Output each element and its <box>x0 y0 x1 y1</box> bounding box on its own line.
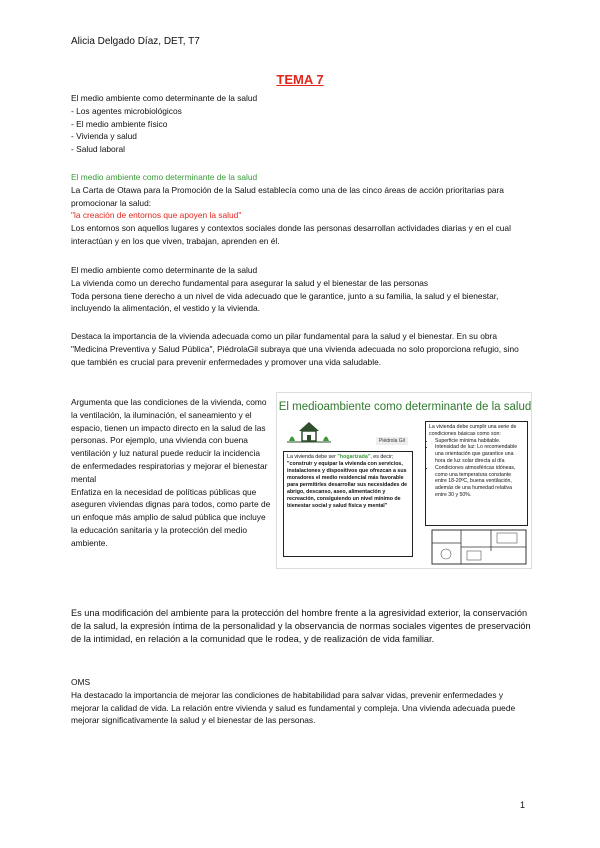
section-heading: El medio ambiente como determinante de la salud <box>71 172 258 182</box>
section-piedrola <box>71 330 531 368</box>
intro-heading: El medio ambiente como determinante de la salud <box>71 93 258 103</box>
paragraph: Toda persona tiene derecho a un nivel de vida adecuado que le garantice, junto a su familia, la salud y el bienestar, incluyendo la alimentación, el vestido y la vivienda. <box>71 290 499 314</box>
page-number: 1 <box>520 800 526 810</box>
section-argumenta <box>71 396 271 550</box>
paragraph: La Carta de Otawa para la Promoción de la Salud establecía como una de las cinco áreas de acción prioritarias para promocionar la salud: <box>71 184 504 208</box>
highlight-text: "hogarizada" <box>337 454 371 460</box>
paragraph: La vivienda como un derecho fundamental para asegurar la salud y el bienestar de las personas <box>71 277 429 288</box>
box-quote: "construir y equipar la vivienda con servicios, instalaciones y dispositivos que ofrezcan a sus moradores el medio residencial más favorable para permitirles desarrollar sus necesidades de abrigo, descanso, aseo, alimentación y recreación, consiguiendo un nivel mínimo de bienestar social y salud física y mental" <box>287 461 408 509</box>
condition-item: • Superficie mínima habitable. <box>435 438 524 445</box>
hogarizada-box <box>283 451 413 557</box>
paragraph: Enfatiza en la necesidad de políticas públicas que aseguren viviendas dignas para todos, como parte de un enfoque más amplio de salud pública que incluye la educación sanitaria y la protección del medio ambiente. <box>71 486 271 548</box>
intro-item: - Vivienda y salud <box>71 131 137 142</box>
box-text: La vivienda debe ser <box>287 454 338 460</box>
intro-section <box>71 92 531 156</box>
quote: "la creación de entornos que apoyen la salud" <box>71 210 242 221</box>
paragraph: Es una modificación del ambiente para la protección del hombre frente a la agresividad exterior, la conservación de la salud, la expresión íntima de la personalidad y la observancia de normas sociales vigentes de preservación de la intimidad, en relación a la comunidad que le rodea, y de realización de vida familiar. <box>71 608 531 645</box>
conditions-intro: La vivienda debe cumplir una serie de condiciones básicas como son: <box>429 424 517 437</box>
paragraph: Ha destacado la importancia de mejorar las condiciones de habitabilidad para salvar vidas, prevenir enfermedades y mejorar la calidad de vida. La relación entre vivienda y salud es fundamental y compleja. Una vivienda adecuada puede mejorar significativamente la salud y el bienestar de las personas. <box>71 689 516 726</box>
section-definition <box>71 607 531 647</box>
section-vivienda <box>71 264 531 315</box>
section-heading: El medio ambiente como determinante de la salud <box>71 265 258 275</box>
paragraph: Los entornos son aquellos lugares y contextos sociales donde las personas desarrollan actividades diarias y en el cual interactúan y en los que viven, trabajan, aprenden en él. <box>71 223 511 246</box>
condition-item: • Condiciones atmosféricas idóneas, como una temperatura constante entre 18-20ºC, buena ventilación, además de una humedad relativa entre 30 y 50%. <box>435 465 524 499</box>
intro-item: - Salud laboral <box>71 144 126 155</box>
infographic-image <box>276 392 532 569</box>
conditions-box <box>425 421 528 526</box>
section-oms <box>71 676 531 727</box>
author-header: Alicia Delgado Díaz, DET, T7 <box>71 36 200 47</box>
section-otawa <box>71 171 531 248</box>
intro-item: - El medio ambiente físico <box>71 118 168 129</box>
paragraph: Destaca la importancia de la vivienda adecuada como un pilar fundamental para la salud y el bienestar. En su obra "Medicina Preventiva y Salud Pública", PiédrolaGil subraya que una vivienda adecuada no solo proporciona refugio, sino que también es crucial para prevenir enfermedades y promover una vida saludable. <box>71 331 519 367</box>
conditions-list <box>429 438 524 499</box>
condition-item: • Intensidad de luz: Lo recomendable una orientación que garantice una hora de luz solar directa al día <box>435 444 524 464</box>
section-heading: OMS <box>71 677 91 687</box>
box-text: , es decir; <box>370 454 394 460</box>
page-title: TEMA 7 <box>276 72 324 87</box>
infographic-title: El medioambiente como determinante de la salud <box>278 401 532 413</box>
infographic-reference: Piédrola Gil <box>376 437 408 445</box>
house-logo-icon <box>283 417 335 447</box>
paragraph: Argumenta que las condiciones de la vivienda, como la ventilación, la iluminación, el saneamiento y el espacio, tienen un impacto directo en la salud de las personas. Por ejemplo, una vivienda con buena ventilación y luz natural puede reducir la incidencia de enfermedades respiratorias y mejorar el bienestar mental <box>71 397 268 484</box>
floor-plan-icon <box>431 529 527 565</box>
intro-item: - Los agentes microbiológicos <box>71 105 182 116</box>
